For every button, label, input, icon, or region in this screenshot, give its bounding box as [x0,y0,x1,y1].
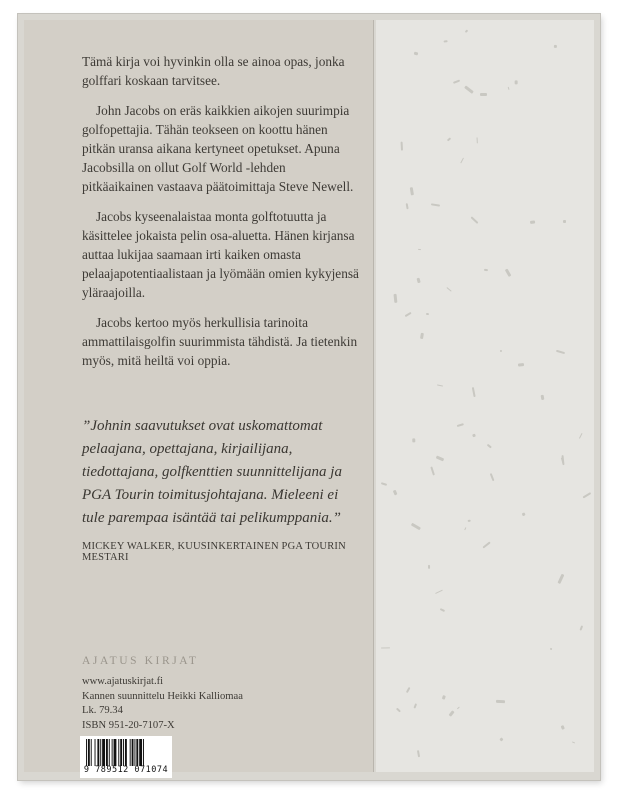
paper-fleck [381,482,387,486]
paper-fleck [393,489,397,494]
blurb-paragraph: John Jacobs on eräs kaikkien aikojen suurimpia golfopettajia. Tähän teokseen on koottu hänen pitkän uransa aikana kertyneet opetukset. Apuna Jacobsilla on ollut Golf World -lehden pitkäaikainen vastaava päätoimittaja Steve Newell. [82,103,354,194]
paper-fleck [464,85,473,93]
paper-fleck [554,45,557,48]
barcode-bar [109,739,110,766]
barcode-bar [125,739,127,766]
blurb-text [82,52,360,381]
barcode-bar [132,739,134,766]
paper-fleck [411,523,421,530]
paper-fleck [470,217,478,224]
publisher-name: AJATUS KIRJAT [82,655,199,667]
paper-fleck [405,203,408,209]
barcode-bars [86,739,166,766]
barcode-bar [95,739,96,766]
paper-fleck [464,527,466,530]
blurb-paragraph: Jacobs kertoo myös herkullisia tarinoita ammattilaisgolfin suurimmista tähdistä. Ja tietenkin myös, mitä heiltä voi oppia. [82,315,358,368]
paper-fleck [431,204,440,207]
paper-fleck [561,455,564,465]
paper-fleck [405,687,410,693]
paper-fleck [440,608,445,611]
barcode-bar [86,739,87,766]
paper-fleck [557,574,564,584]
paper-fleck [518,363,524,367]
paper-fleck [437,385,443,387]
paper-fleck [410,187,414,195]
paper-fleck [561,725,565,729]
barcode-bar [120,739,122,766]
paper-fleck [413,438,416,442]
book-back-cover [18,14,600,780]
isbn: ISBN 951-20-7107-X [82,719,175,731]
paper-fleck [446,287,452,292]
barcode [80,736,172,778]
barcode-bar [102,739,105,766]
barcode-bar [136,739,138,766]
paper-fleck [457,706,460,709]
paper-fleck [477,137,478,143]
barcode-bar [114,739,117,766]
paper-fleck [414,51,418,55]
paper-fleck [580,625,583,630]
barcode-bar [106,739,108,766]
paper-fleck [540,394,544,400]
paper-fleck [418,249,421,250]
paper-fleck [480,93,487,96]
blurb-paragraph: Jacobs kyseenalaistaa monta golftotuutta ja käsittelee jokaista pelin osa-aluetta. Hänen kirjansa auttaa lukijaa saamaan irti kaiken omasta pelaajapotentiaalistaan ja lyömään omien kykyjensä yläraajoilla. [82,209,359,300]
paper-fleck [572,741,576,743]
paper-fleck [444,40,448,43]
barcode-bar [112,739,113,766]
paper-fleck [464,29,468,33]
paper-fleck [396,708,401,713]
barcode-bar [88,739,90,766]
paper-fleck [428,565,430,569]
barcode-bar [139,739,142,766]
paper-fleck [405,311,412,316]
paper-fleck [563,220,566,223]
paper-fleck [447,137,452,141]
paper-fleck [530,221,535,224]
paper-fleck [515,80,518,84]
paper-fleck [505,268,512,276]
barcode-bar [134,739,135,766]
blurb-paragraph: Tämä kirja voi hyvinkin olla se ainoa opas, jonka golffari koskaan tarvitsee. [82,54,345,88]
paper-fleck [508,87,510,90]
paper-fleck [435,590,443,595]
paper-fleck [449,711,455,717]
paper-fleck [457,423,464,427]
paper-fleck [486,444,491,448]
paper-fleck [522,512,526,516]
library-classification: Lk. 79.34 [82,705,123,716]
paper-fleck [582,492,591,499]
paper-fleck [430,467,435,476]
paper-fleck [419,333,423,339]
barcode-bar [97,739,99,766]
paper-fleck [461,158,465,164]
paper-fleck [436,456,445,462]
barcode-bar [118,739,119,766]
barcode-bar [100,739,101,766]
barcode-bar [130,739,131,766]
paper-fleck [393,294,397,303]
paper-fleck [484,268,488,270]
paper-fleck [453,80,460,84]
paper-fleck [496,700,505,703]
paper-fleck [473,433,476,437]
text-panel [24,20,374,775]
paper-fleck [472,387,476,397]
textured-paper-panel [376,20,594,772]
paper-fleck [468,520,471,522]
paper-fleck [549,648,552,651]
endorsement-quote: ”Johnin saavutukset ovat uskomattomat pelaajana, opettajana, kirjailijana, tiedottajana, golfkenttien suunnittelijana ja PGA Tourin toimitusjohtajana. Mieleeni ei tule parempaa isäntää tai pelikumppania.” [82,418,342,526]
paper-fleck [425,312,428,314]
cover-design-credit: Kannen suunnittelu Heikki Kalliomaa [82,690,243,702]
barcode-bar [143,739,144,766]
paper-fleck [400,141,403,150]
paper-fleck [417,750,420,758]
paper-fleck [499,737,503,741]
paper-fleck [499,350,502,352]
quote-attribution: MICKEY WALKER, KUUSINKERTAINEN PGA TOURIN MESTARI [82,541,346,563]
paper-fleck [417,277,421,283]
barcode-bar [91,739,92,766]
paper-fleck [489,473,494,481]
publication-info [82,675,243,733]
paper-fleck [579,433,583,438]
paper-fleck [381,647,390,649]
paper-fleck [413,703,416,708]
publisher-website: www.ajatuskirjat.fi [82,676,164,687]
paper-fleck [556,349,566,354]
paper-fleck [482,542,490,549]
barcode-number: 9 789512 071074 [83,765,169,775]
barcode-bar [123,739,124,766]
paper-fleck [442,695,446,700]
